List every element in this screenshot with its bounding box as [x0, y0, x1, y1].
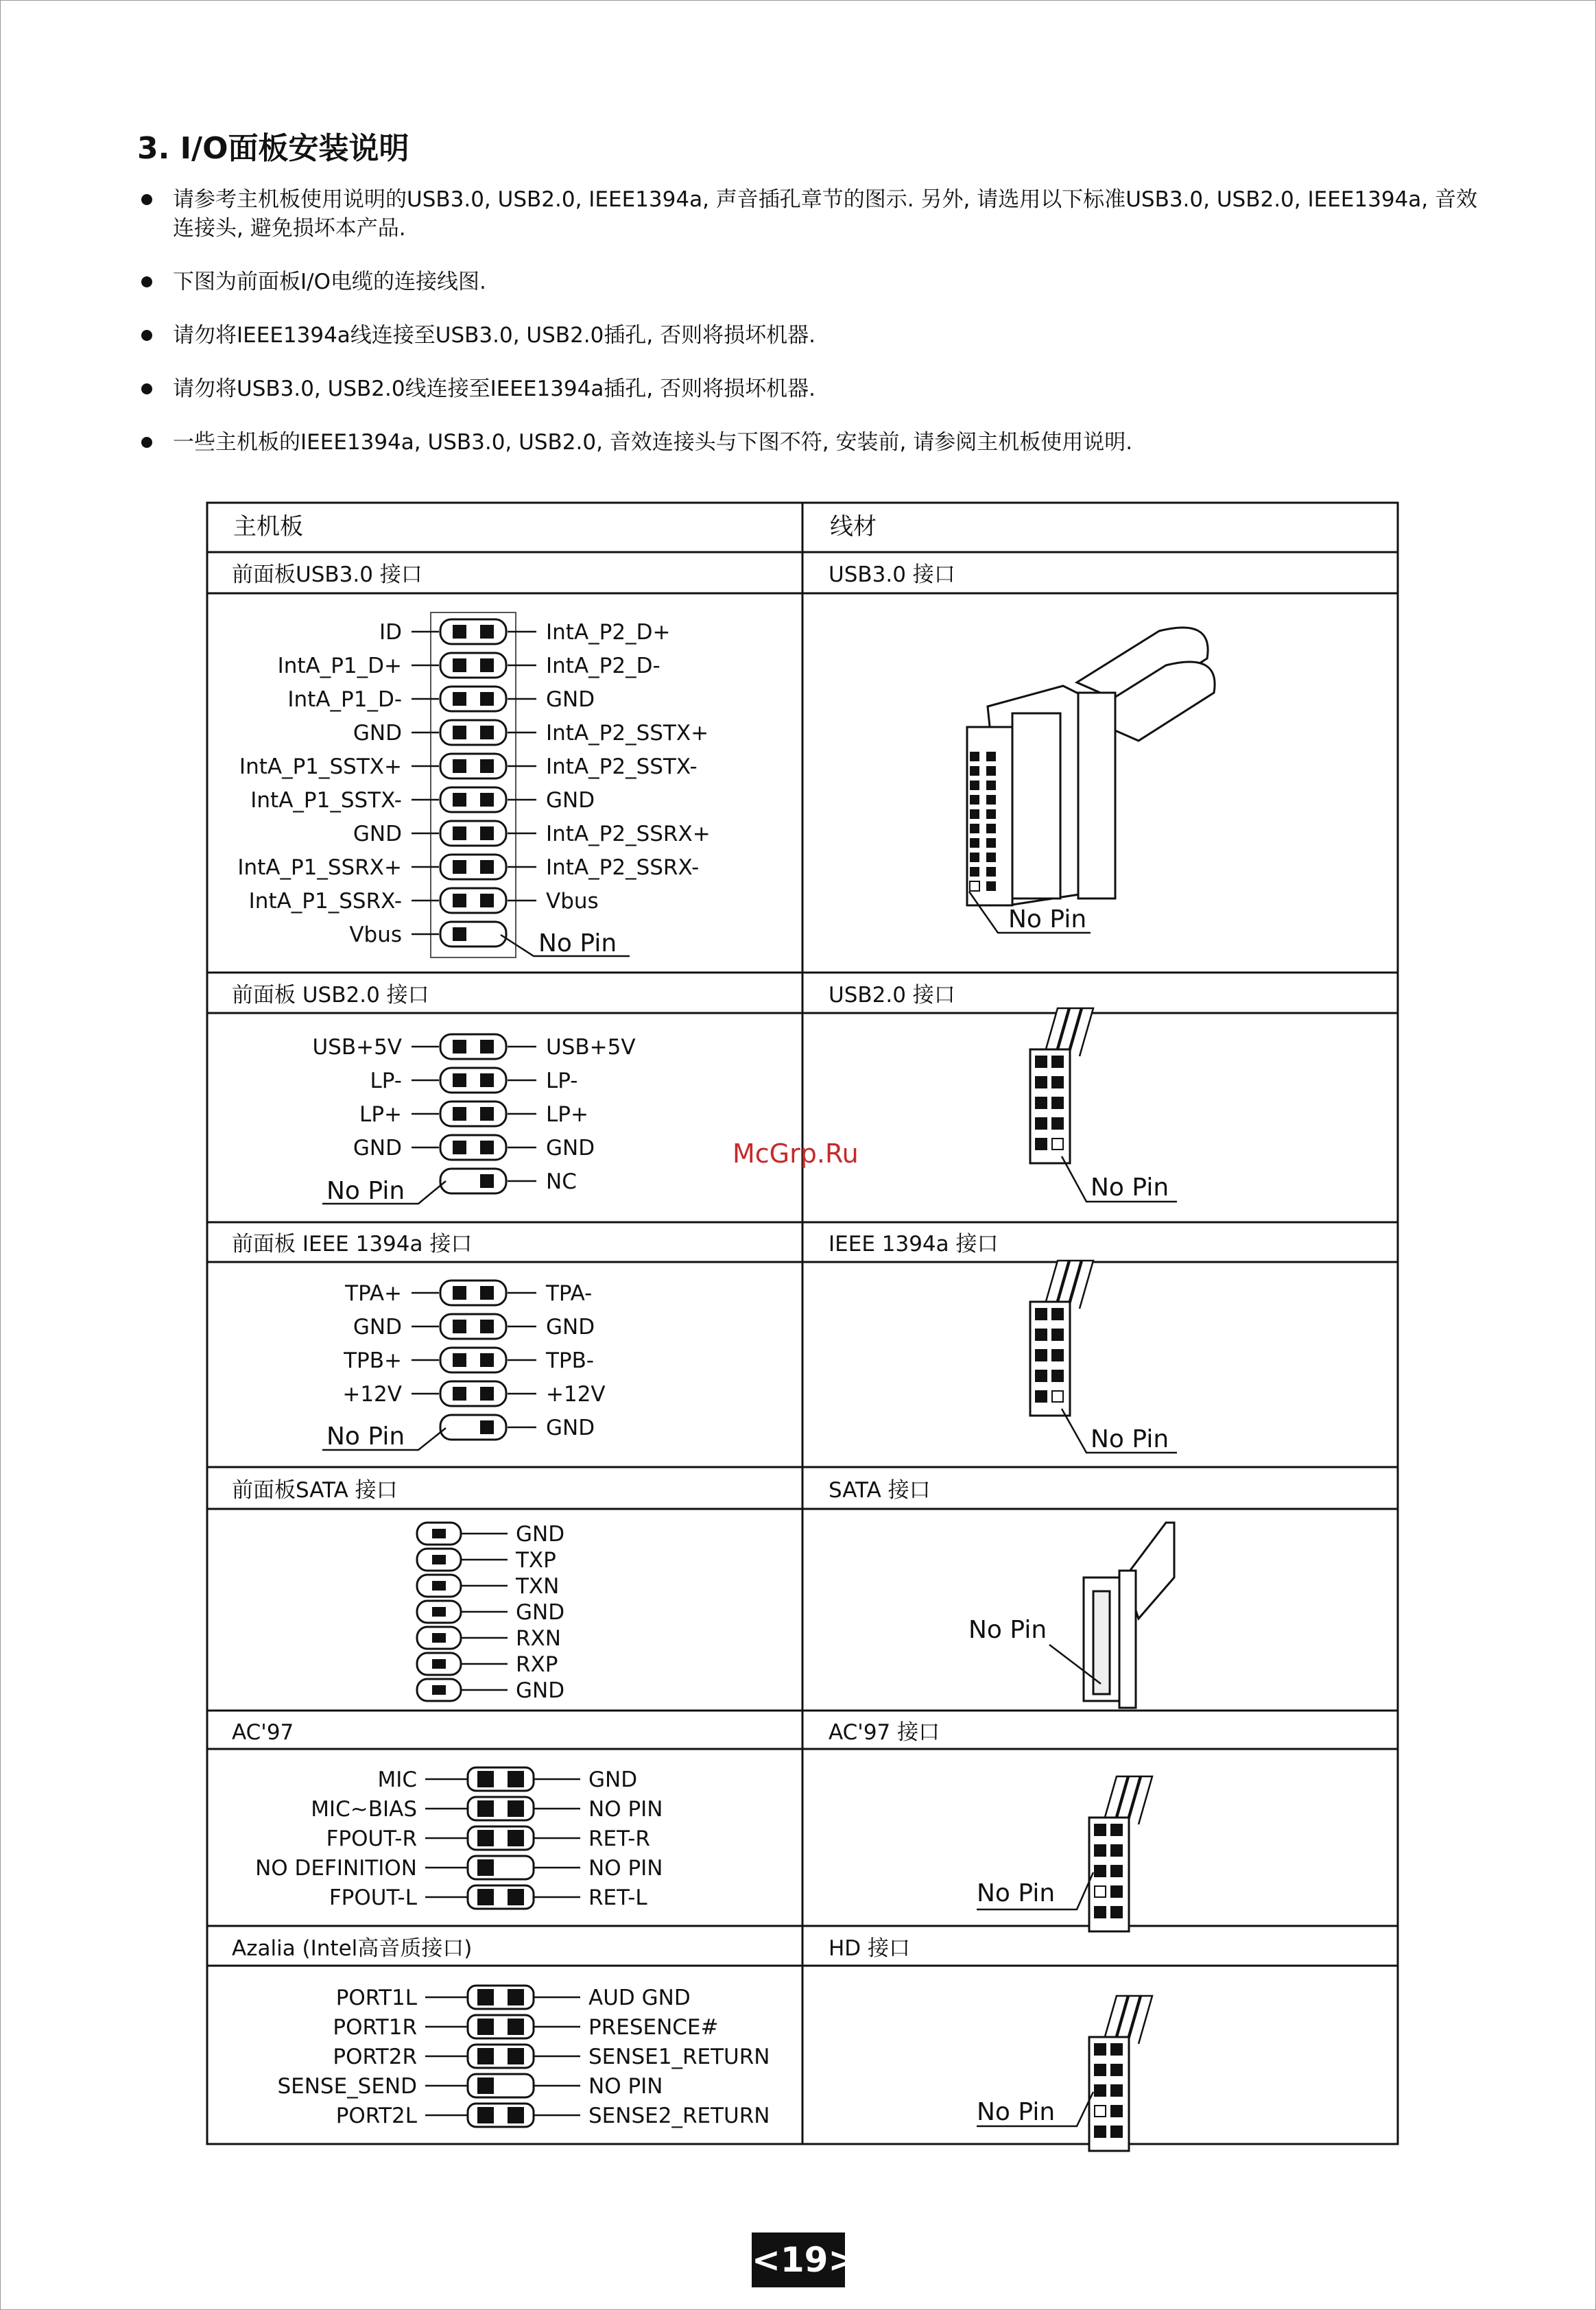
usb3-left-pin-label: Vbus [349, 922, 402, 947]
pin [1036, 1370, 1047, 1381]
usb3-left-pin-label: IntA_P1_SSRX- [248, 889, 402, 914]
pin [1111, 1824, 1122, 1835]
usb3-right-pin-label: IntA_P2_D- [546, 654, 660, 678]
ac97-left-pin-label: MIC~BIAS [311, 1797, 417, 1822]
usb3-left-pin-label: IntA_P1_D- [287, 687, 402, 712]
usb2-left-title: 前面板 USB2.0 接口 [232, 983, 429, 1008]
bullet-item: 请勿将USB3.0, USB2.0线连接至IEEE1394a插孔, 否则将损坏机器. [137, 374, 1481, 403]
pin [1052, 1370, 1063, 1381]
ieee-header-diagram [342, 1281, 605, 1440]
pin [1095, 1824, 1106, 1835]
pin [1036, 1139, 1047, 1150]
pin [477, 2019, 494, 2035]
pin [1036, 1097, 1047, 1108]
pin-housing [440, 1381, 506, 1406]
ac97-cable-illustration [977, 1776, 1152, 1931]
ieee-no-pin-label-left: No Pin [326, 1422, 405, 1451]
hd-cable-illustration [977, 1996, 1152, 2151]
empty-pin [1052, 1139, 1063, 1150]
sata-header-diagram [417, 1522, 564, 1703]
usb2-cable-illustration [1030, 1008, 1177, 1202]
pin [477, 1800, 494, 1817]
pin-housing [440, 855, 506, 879]
hd-right-pin-label: NO PIN [588, 2074, 663, 2099]
usb3-left-title: 前面板USB3.0 接口 [232, 562, 422, 587]
hd-left-pin-label: PORT1L [335, 1986, 417, 2010]
usb3-right-pin-label: IntA_P2_SSRX+ [546, 822, 711, 846]
pin [480, 1174, 494, 1188]
pin [480, 1040, 494, 1053]
hd-right-pin-label: SENSE1_RETURN [588, 2045, 770, 2069]
pin [1052, 1309, 1063, 1320]
hd-left-pin-label: PORT2L [335, 2104, 417, 2128]
page-title: 3. I/O面板安装说明 [137, 131, 409, 166]
empty-pin [970, 881, 979, 891]
pin [432, 1581, 446, 1591]
pin [508, 1889, 524, 1905]
hd-left-pin-label: PORT2R [333, 2045, 417, 2069]
ieee-left-pin-label: TPA+ [345, 1281, 402, 1306]
pin-housing [440, 1415, 506, 1440]
pin [970, 867, 979, 877]
ac97-right-pin-label: RET-R [588, 1826, 650, 1851]
pin-housing [440, 1068, 506, 1093]
sata-left-title: 前面板SATA 接口 [232, 1478, 398, 1503]
usb3-right-pin-label: IntA_P2_SSTX+ [546, 721, 709, 746]
pin [480, 826, 494, 840]
usb3-cable-illustration [967, 628, 1215, 905]
pin [453, 1286, 466, 1300]
sata-pin-label: GND [516, 1600, 565, 1625]
usb3-left-pin-label: IntA_P1_SSRX+ [237, 855, 402, 880]
pin [480, 793, 494, 807]
pin [1036, 1118, 1047, 1129]
pin [1095, 1845, 1106, 1856]
pin [1036, 1056, 1047, 1067]
hd-header-diagram [277, 1986, 770, 2128]
pin [453, 927, 466, 941]
pin [432, 1659, 446, 1669]
pin-housing [440, 619, 506, 644]
pin [970, 781, 979, 790]
usb2-right-pin-label: NC [546, 1169, 577, 1194]
pin [477, 1859, 494, 1876]
pin [1111, 2064, 1122, 2075]
pin [453, 759, 466, 773]
pin [453, 625, 466, 639]
pin [477, 1989, 494, 2005]
pin [1111, 1866, 1122, 1877]
ac97-left-title: AC'97 [232, 1720, 294, 1745]
usb3-right-pin-label: IntA_P2_D+ [546, 620, 671, 645]
usb2-right-pin-label: USB+5V [546, 1035, 636, 1060]
pin [1052, 1077, 1063, 1088]
page-number: <19> [752, 2232, 845, 2287]
ac97-left-pin-label: MIC [377, 1767, 417, 1792]
usb3-right-pin-label: IntA_P2_SSTX- [546, 754, 698, 779]
ac97-left-pin-label: NO DEFINITION [255, 1856, 417, 1881]
pin-housing [440, 1102, 506, 1126]
pin [453, 894, 466, 907]
pin [480, 1387, 494, 1401]
usb2-right-title: USB2.0 接口 [829, 983, 955, 1008]
pin [1036, 1077, 1047, 1088]
pin-housing [440, 922, 506, 946]
pin [432, 1529, 446, 1538]
ac97-left-pin-label: FPOUT-L [329, 1885, 417, 1910]
pin [453, 1040, 466, 1053]
ieee-right-pin-label: GND [546, 1416, 595, 1440]
hd-left-pin-label: SENSE_SEND [277, 2074, 417, 2099]
ac97-right-pin-label: NO PIN [588, 1856, 663, 1881]
ieee-no-pin-label-right: No Pin [1091, 1425, 1169, 1453]
pin [986, 781, 996, 790]
pin [508, 1830, 524, 1846]
pin [1052, 1329, 1063, 1340]
pin [1111, 1907, 1122, 1918]
pin [432, 1607, 446, 1617]
pin [453, 658, 466, 672]
pin [1052, 1097, 1063, 1108]
usb3-left-pin-label: GND [353, 822, 402, 846]
sata-pin-label: RXP [516, 1652, 558, 1677]
usb2-right-pin-label: LP+ [546, 1102, 588, 1127]
pin [480, 1141, 494, 1154]
bullet-item: 请勿将IEEE1394a线连接至USB3.0, USB2.0插孔, 否则将损坏机器. [137, 321, 1481, 350]
pin-housing [440, 1169, 506, 1193]
ac97-header-diagram [255, 1767, 663, 1910]
pin [1111, 2085, 1122, 2096]
usb3-right-pin-label: Vbus [546, 889, 599, 914]
pin [480, 1073, 494, 1087]
pin [986, 867, 996, 877]
hd-right-pin-label: SENSE2_RETURN [588, 2104, 770, 2128]
pin [480, 860, 494, 874]
pin-housing [440, 1135, 506, 1160]
usb3-no-pin-label-right: No Pin [1008, 905, 1087, 933]
usb3-header-diagram [237, 612, 710, 957]
pin [1111, 1886, 1122, 1897]
pin [970, 766, 979, 776]
header-motherboard: 主机板 [233, 513, 303, 540]
pin [480, 726, 494, 739]
sata-pin-label: TXP [516, 1548, 556, 1573]
sata-pin-label: GND [516, 1678, 565, 1703]
usb2-no-pin-label-right: No Pin [1091, 1174, 1169, 1202]
ac97-right-pin-label: GND [588, 1767, 638, 1792]
pin [432, 1555, 446, 1564]
ac97-no-pin-label-right: No Pin [977, 1879, 1056, 1907]
pin [480, 1286, 494, 1300]
ieee-left-pin-label: GND [353, 1315, 402, 1339]
usb3-left-pin-label: GND [353, 721, 402, 746]
pin [453, 726, 466, 739]
ieee-right-pin-label: TPB- [546, 1348, 595, 1373]
pin [480, 625, 494, 639]
header-cable: 线材 [830, 513, 877, 540]
usb2-right-pin-label: LP- [546, 1069, 578, 1093]
pin [453, 1107, 466, 1121]
pin-housing [440, 1281, 506, 1305]
bullet-item: 下图为前面板I/O电缆的连接线图. [137, 267, 1481, 296]
pin [480, 1353, 494, 1367]
pin [453, 1353, 466, 1367]
pin [453, 692, 466, 706]
pin [477, 1830, 494, 1846]
usb2-no-pin-label-left: No Pin [326, 1177, 405, 1205]
pin [986, 824, 996, 833]
pin [986, 752, 996, 761]
hd-left-pin-label: PORT1R [333, 2015, 417, 2040]
pin [480, 1107, 494, 1121]
usb2-left-pin-label: LP- [370, 1069, 402, 1093]
pin [453, 860, 466, 874]
usb2-left-pin-label: USB+5V [312, 1035, 402, 1060]
pin-housing [440, 720, 506, 745]
pin [1111, 1845, 1122, 1856]
pin-housing [440, 1034, 506, 1059]
usb3-no-pin-label-left: No Pin [538, 929, 617, 957]
pin [1095, 2064, 1106, 2075]
pin [986, 853, 996, 862]
pin-housing [440, 653, 506, 678]
bullet-item: 一些主机板的IEEE1394a, USB3.0, USB2.0, 音效连接头与下图不符, 安装前, 请参阅主机板使用说明. [137, 428, 1481, 457]
pin [1036, 1391, 1047, 1402]
pin [480, 1320, 494, 1333]
hd-no-pin-label-right: No Pin [977, 2098, 1056, 2126]
ac97-right-pin-label: RET-L [588, 1885, 647, 1910]
pin [1036, 1329, 1047, 1340]
empty-pin [1052, 1391, 1063, 1402]
usb2-left-pin-label: LP+ [359, 1102, 402, 1127]
empty-pin [1095, 2106, 1106, 2117]
pin [477, 2077, 494, 2094]
pin [453, 826, 466, 840]
usb2-right-pin-label: GND [546, 1136, 595, 1160]
pin [508, 2107, 524, 2123]
sata-no-pin-label-right: No Pin [968, 1616, 1047, 1644]
usb3-left-pin-label: IntA_P1_D+ [277, 654, 402, 678]
pin-housing [440, 787, 506, 812]
hd-right-pin-label: PRESENCE# [588, 2015, 719, 2040]
pin [970, 795, 979, 805]
ieee-left-pin-label: TPB+ [344, 1348, 402, 1373]
pin [970, 853, 979, 862]
usb3-left-pin-label: ID [379, 620, 402, 645]
usb2-left-pin-label: GND [353, 1136, 402, 1160]
pin [1052, 1118, 1063, 1129]
watermark: McGrp.Ru [733, 1139, 859, 1169]
pin-housing [440, 821, 506, 846]
hd-right-pin-label: AUD GND [588, 1986, 691, 2010]
pin [432, 1633, 446, 1643]
hd-right-title: HD 接口 [829, 1936, 911, 1961]
pin [477, 2048, 494, 2064]
pin [453, 1387, 466, 1401]
pin [508, 1800, 524, 1817]
usb3-right-pin-label: GND [546, 687, 595, 712]
pin [508, 1989, 524, 2005]
pin [1095, 2085, 1106, 2096]
pin [480, 658, 494, 672]
pin [970, 824, 979, 833]
pin [986, 809, 996, 819]
sata-pin-label: RXN [516, 1626, 561, 1651]
pin [477, 1771, 494, 1787]
pin [1111, 2126, 1122, 2137]
ieee-left-pin-label: +12V [342, 1382, 402, 1407]
pin [1095, 1866, 1106, 1877]
pin [1052, 1350, 1063, 1361]
ac97-left-pin-label: FPOUT-R [326, 1826, 417, 1851]
ieee-cable-illustration [1030, 1261, 1177, 1453]
pin [480, 759, 494, 773]
pin [508, 2048, 524, 2064]
pin [508, 1771, 524, 1787]
pin [477, 2107, 494, 2123]
ieee-right-title: IEEE 1394a 接口 [829, 1232, 999, 1257]
ac97-right-pin-label: NO PIN [588, 1797, 663, 1822]
pin [432, 1685, 446, 1695]
bullet-item: 请参考主机板使用说明的USB3.0, USB2.0, IEEE1394a, 声音插孔章节的图示. 另外, 请选用以下标准USB3.0, USB2.0, IEEE1394a, 音效连接头, 避免损坏本产品. [137, 185, 1481, 243]
pin-housing [440, 1314, 506, 1339]
pin [1036, 1350, 1047, 1361]
empty-pin [1095, 1886, 1106, 1897]
pin-housing [440, 888, 506, 913]
pin [480, 894, 494, 907]
sata-pin-label: TXN [516, 1574, 560, 1599]
pin [986, 838, 996, 848]
pin [986, 766, 996, 776]
pin [453, 1320, 466, 1333]
sata-pin-label: GND [516, 1522, 565, 1547]
pin-housing [440, 687, 506, 711]
ieee-left-title: 前面板 IEEE 1394a 接口 [232, 1232, 473, 1257]
pin [480, 692, 494, 706]
ieee-right-pin-label: TPA- [546, 1281, 593, 1306]
pin [970, 838, 979, 848]
usb3-right-pin-label: GND [546, 788, 595, 813]
usb3-left-pin-label: IntA_P1_SSTX- [250, 788, 402, 813]
usb3-right-pin-label: IntA_P2_SSRX- [546, 855, 700, 880]
usb3-right-title: USB3.0 接口 [829, 562, 955, 587]
pin [480, 1420, 494, 1434]
pin [508, 2019, 524, 2035]
pin [970, 752, 979, 761]
ieee-right-pin-label: GND [546, 1315, 595, 1339]
pin [453, 1073, 466, 1087]
usb2-header-diagram [312, 1034, 635, 1194]
pin [986, 881, 996, 891]
pin [1095, 2044, 1106, 2055]
pin [970, 809, 979, 819]
pin [1036, 1309, 1047, 1320]
hd-left-title: Azalia (Intel高音质接口) [232, 1936, 473, 1961]
pin [1095, 1907, 1106, 1918]
pin [1095, 2126, 1106, 2137]
pin [453, 793, 466, 807]
pin [1111, 2106, 1122, 2117]
pin [1052, 1056, 1063, 1067]
pin [986, 795, 996, 805]
ieee-right-pin-label: +12V [546, 1382, 606, 1407]
pin [453, 1141, 466, 1154]
pin-housing [440, 1348, 506, 1372]
usb3-left-pin-label: IntA_P1_SSTX+ [239, 754, 402, 779]
pin [477, 1889, 494, 1905]
ac97-right-title: AC'97 接口 [829, 1720, 940, 1745]
sata-right-title: SATA 接口 [829, 1478, 931, 1503]
pin [1111, 2044, 1122, 2055]
pin-housing [440, 754, 506, 778]
